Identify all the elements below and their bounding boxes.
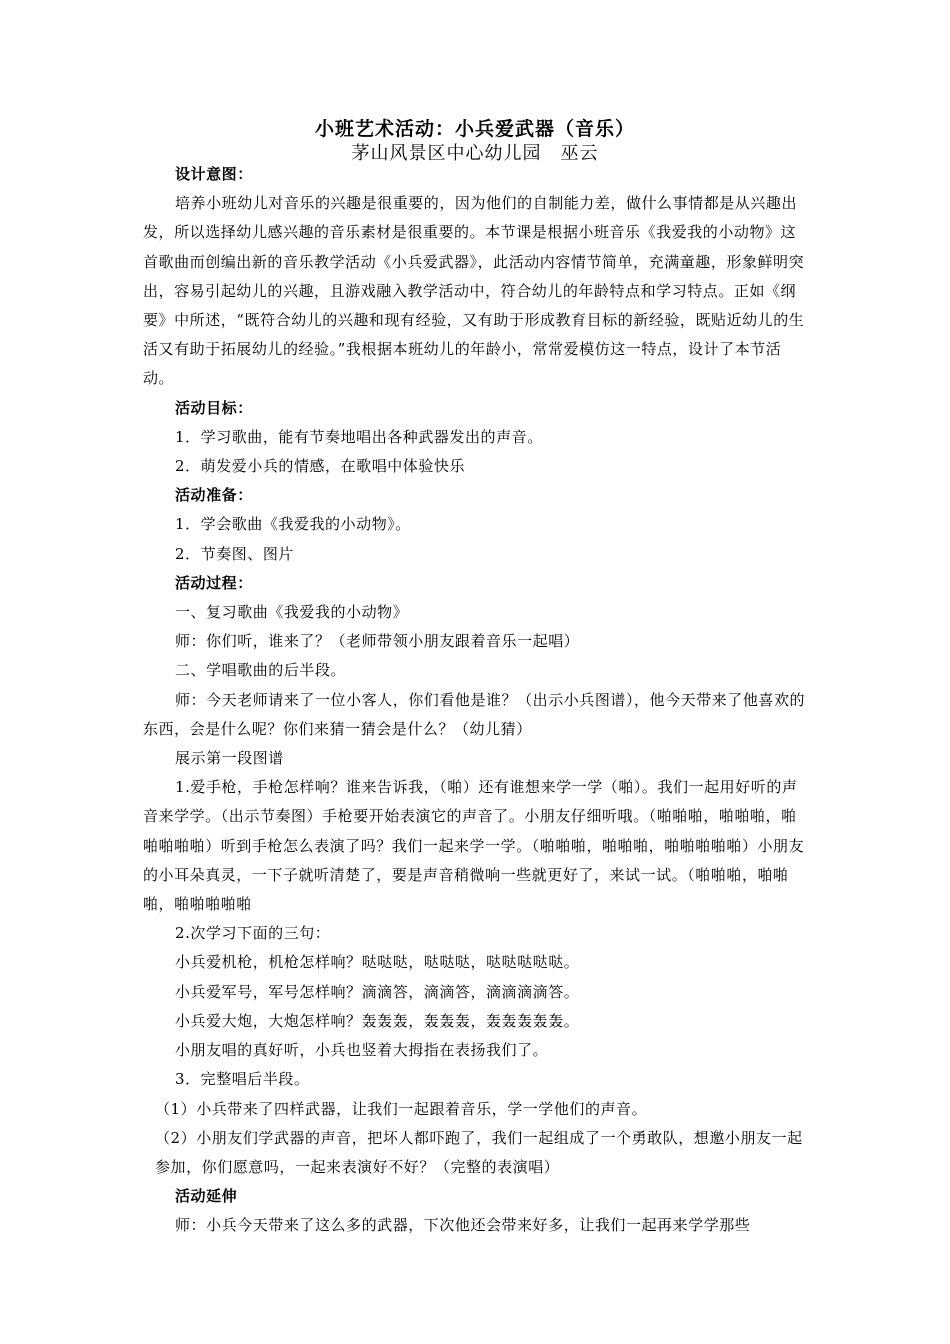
- paragraph-extension: 师：小兵今天带来了这么多的武器，下次他还会带来好多，让我们一起再来学学那些: [175, 1216, 751, 1235]
- process-step: 二、学唱歌曲的后半段。: [175, 661, 347, 680]
- prep-item: 2．节奏图、图片: [175, 544, 294, 563]
- process-subitem: （2）小朋友们学武器的声音，把坏人都吓跑了，我们一起组成了一个勇敢队，想邀小朋友一起参加，你们愿意吗，一起来表演好不好？（完整的表演唱）: [155, 1128, 803, 1176]
- process-text: 小朋友唱的真好听，小兵也竖着大拇指在表扬我们了。: [175, 1041, 549, 1060]
- section-heading-prep: 活动准备：: [175, 486, 253, 505]
- goal-item: 1．学习歌曲，能有节奏地唱出各种武器发出的声音。: [175, 427, 543, 446]
- document-body: [143, 160, 807, 1241]
- lyric-line: 小兵爱机枪，机枪怎样响？哒哒哒，哒哒哒，哒哒哒哒哒。: [175, 953, 580, 972]
- section-heading-process: 活动过程：: [175, 573, 253, 592]
- process-step: 一、复习歌曲《我爱我的小动物》: [175, 603, 409, 622]
- process-subitem: （1）小兵带来了四样武器，让我们一起跟着音乐，学一学他们的声音。: [155, 1099, 648, 1118]
- lyric-line: 小兵爱大炮，大炮怎样响？轰轰轰，轰轰轰，轰轰轰轰轰。: [175, 1011, 580, 1030]
- process-item: 1.爱手枪，手枪怎样响？谁来告诉我，（啪）还有谁想来学一学（啪）。我们一起用好听的声音来学学。（出示节奏图）手枪要开始表演它的声音了。小朋友仔细听哦。（啪啪啪，啪啪啪，啪啪啪啪啪）听到手枪怎么表演了吗？我们一起来学一学。（啪啪啪，啪啪啪，啪啪啪啪啪）小朋友的小耳朵真灵，一下子就听清楚了，要是声音稍微响一些就更好了，来试一试。（啪啪啪，啪啪啪，啪啪啪啪啪: [143, 778, 805, 914]
- goal-item: 2．萌发爱小兵的情感，在歌唱中体验快乐: [175, 457, 465, 476]
- section-heading-goals: 活动目标：: [175, 398, 253, 417]
- section-heading-extension: 活动延伸: [175, 1187, 238, 1206]
- document-author: 茅山风景区中心幼儿园 巫云: [351, 143, 599, 164]
- process-item: 3．完整唱后半段。: [175, 1070, 310, 1089]
- process-text: 师：今天老师请来了一位小客人，你们看他是谁？（出示小兵图谱），他今天带来了他喜欢的东西，会是什么呢？你们来猜一猜会是什么？（幼儿猜）: [143, 690, 806, 738]
- prep-item: 1．学会歌曲《我爱我的小动物》。: [175, 515, 411, 534]
- document-title: 小班艺术活动：小兵爱武器（音乐）: [314, 118, 635, 140]
- process-item: 2.次学习下面的三句：: [175, 924, 331, 943]
- lyric-line: 小兵爱军号，军号怎样响？滴滴答，滴滴答，滴滴滴滴答。: [175, 982, 580, 1001]
- section-heading-design: 设计意图：: [175, 165, 253, 183]
- process-text: 展示第一段图谱: [175, 749, 284, 768]
- process-text: 师：你们听，谁来了？（老师带领小朋友跟着音乐一起唱）: [175, 632, 580, 651]
- paragraph-design: 培养小班幼儿对音乐的兴趣是很重要的，因为他们的自制能力差，做什么事情都是从兴趣出发，所以选择幼儿感兴趣的音乐素材是很重要的。本节课是根据小班音乐《我爱我的小动物》这首歌曲而创编出新的音乐教学活动《小兵爱武器》，此活动内容情节简单，充满童趣，形象鲜明突出，容易引起幼儿的兴趣，且游戏融入教学活动中，符合幼儿的年龄特点和学习特点。正如《纲要》中所述，“既符合幼儿的兴趣和现有经验，又有助于形成教育目标的新经验，既贴近幼儿的生活又有助于拓展幼儿的经验。”我根据本班幼儿的年龄小，常常爱模仿这一特点，设计了本节活动。: [143, 194, 805, 388]
